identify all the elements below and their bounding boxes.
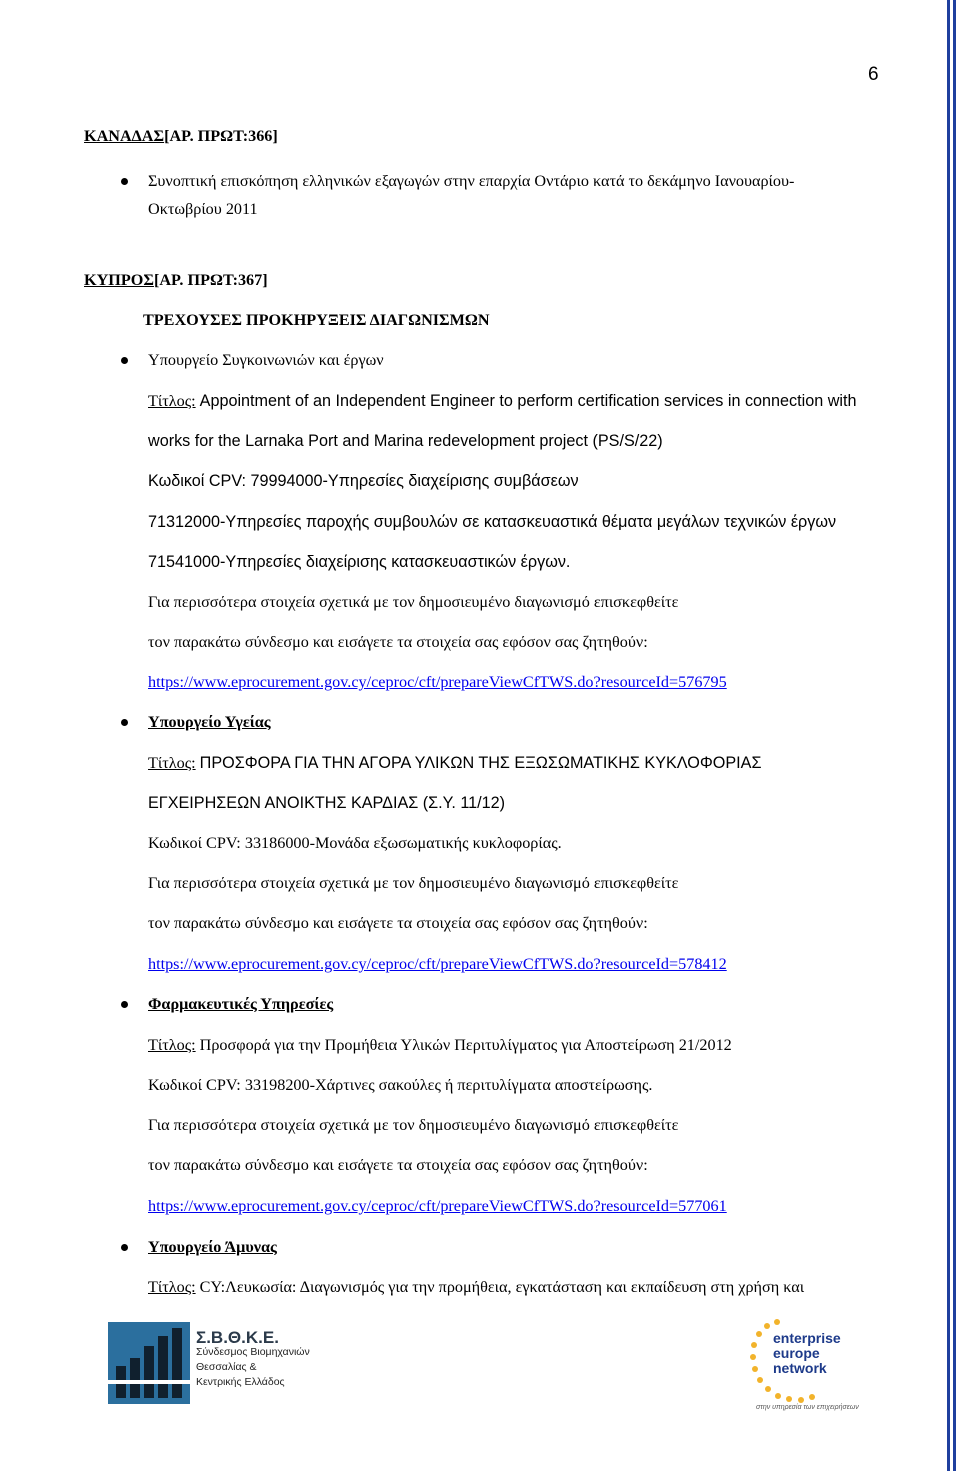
cpv-code: Κωδικοί CPV: 79994000-Υπηρεσίες διαχείρισης συμβάσεων: [148, 472, 579, 490]
bullet: [121, 357, 128, 364]
bullet: [121, 719, 128, 726]
ministry-name: Υπουργείο Άμυνας: [148, 1238, 277, 1256]
een-logo-text: enterprise europe network: [773, 1330, 841, 1376]
ministry-name: Φαρμακευτικές Υπηρεσίες: [148, 995, 334, 1013]
cpv-code: 71312000-Υπηρεσίες παροχής συμβουλών σε κατασκευαστικά θέματα μεγάλων τεχνικών έργων: [148, 513, 837, 531]
tender-title: Τίτλος: ΠΡΟΣΦΟΡΑ ΓΙΑ ΤΗΝ ΑΓΟΡΑ ΥΛΙΚΩΝ ΤΗΣ ΕΞΩΣΩΜΑΤΙΚΗΣ ΚΥΚΛΟΦΟΡΙΑΣ: [148, 754, 762, 772]
bullet: [121, 1001, 128, 1008]
more-info-text: Για περισσότερα στοιχεία σχετικά με τον δημοσιευμένο διαγωνισμό επισκεφθείτε: [148, 874, 679, 892]
more-info-text: Για περισσότερα στοιχεία σχετικά με τον δημοσιευμένο διαγωνισμό επισκεφθείτε: [148, 593, 679, 611]
canada-heading: ΚΑΝΑΔΑΣ[ΑΡ. ΠΡΩΤ:366]: [84, 127, 278, 145]
tender-title: Τίτλος: Προσφορά για την Προμήθεια Υλικών Περιτυλίγματος για Αποστείρωση 21/2012: [148, 1036, 732, 1054]
canada-item-line: Συνοπτική επισκόπηση ελληνικών εξαγωγών στην επαρχία Οντάριο κατά το δεκάμηνο Ιανουαρίου-: [148, 172, 795, 190]
sbthke-logo-text: Σ.Β.Θ.Κ.Ε. Σύνδεσμος Βιομηχανιών Θεσσαλίας & Κεντρικής Ελλάδος: [196, 1328, 310, 1388]
canada-item-line: Οκτωβρίου 2011: [148, 200, 258, 218]
tender-title: Τίτλος: Appointment of an Independent Engineer to perform certification services in connection with: [148, 392, 857, 410]
right-border-line: [947, 0, 950, 1471]
more-info-text: τον παρακάτω σύνδεσμο και εισάγετε τα στοιχεία σας εφόσον σας ζητηθούν:: [148, 633, 648, 651]
tender-title-cont: ΕΓΧΕΙΡΗΣΕΩΝ ΑΝΟΙΚΤΗΣ ΚΑΡΔΙΑΣ (Σ.Υ. 11/12): [148, 794, 506, 812]
tender-link[interactable]: https://www.eprocurement.gov.cy/ceproc/cft/prepareViewCfTWS.do?resourceId=576795: [148, 673, 727, 691]
tender-link[interactable]: https://www.eprocurement.gov.cy/ceproc/cft/prepareViewCfTWS.do?resourceId=577061: [148, 1197, 727, 1215]
cpv-code: Κωδικοί CPV: 33186000-Μονάδα εξωσωματικής κυκλοφορίας.: [148, 834, 562, 852]
sbthke-logo: [108, 1322, 190, 1404]
ministry-name: Υπουργείο Υγείας: [148, 713, 271, 731]
more-info-text: Για περισσότερα στοιχεία σχετικά με τον δημοσιευμένο διαγωνισμό επισκεφθείτε: [148, 1116, 679, 1134]
cpv-code: Κωδικοί CPV: 33198200-Χάρτινες σακούλες ή περιτυλίγματα αποστείρωσης.: [148, 1076, 653, 1094]
cpv-code: 71541000-Υπηρεσίες διαχείρισης κατασκευαστικών έργων.: [148, 553, 571, 571]
tender-title: Τίτλος: CY:Λευκωσία: Διαγωνισμός για την προμήθεια, εγκατάσταση και εκπαίδευση στη χρήση και: [148, 1278, 805, 1296]
ministry-name: Υπουργείο Συγκοινωνιών και έργων: [148, 351, 384, 369]
tender-link[interactable]: https://www.eprocurement.gov.cy/ceproc/cft/prepareViewCfTWS.do?resourceId=578412: [148, 955, 727, 973]
cyprus-heading: ΚΥΠΡΟΣ[ΑΡ. ΠΡΩΤ:367]: [84, 271, 268, 289]
bullet: [121, 178, 128, 185]
tenders-subheading: ΤΡΕΧΟΥΣΕΣ ΠΡΟΚΗΡΥΞΕΙΣ ΔΙΑΓΩΝΙΣΜΩΝ: [143, 311, 490, 329]
right-border-line: [953, 0, 956, 1471]
more-info-text: τον παρακάτω σύνδεσμο και εισάγετε τα στοιχεία σας εφόσον σας ζητηθούν:: [148, 1156, 648, 1174]
more-info-text: τον παρακάτω σύνδεσμο και εισάγετε τα στοιχεία σας εφόσον σας ζητηθούν:: [148, 914, 648, 932]
bullet: [121, 1244, 128, 1251]
een-tagline: στην υπηρεσία των επιχειρήσεων: [756, 1404, 859, 1411]
tender-title-cont: works for the Larnaka Port and Marina redevelopment project (PS/S/22): [148, 432, 663, 450]
page-number: 6: [868, 64, 879, 85]
